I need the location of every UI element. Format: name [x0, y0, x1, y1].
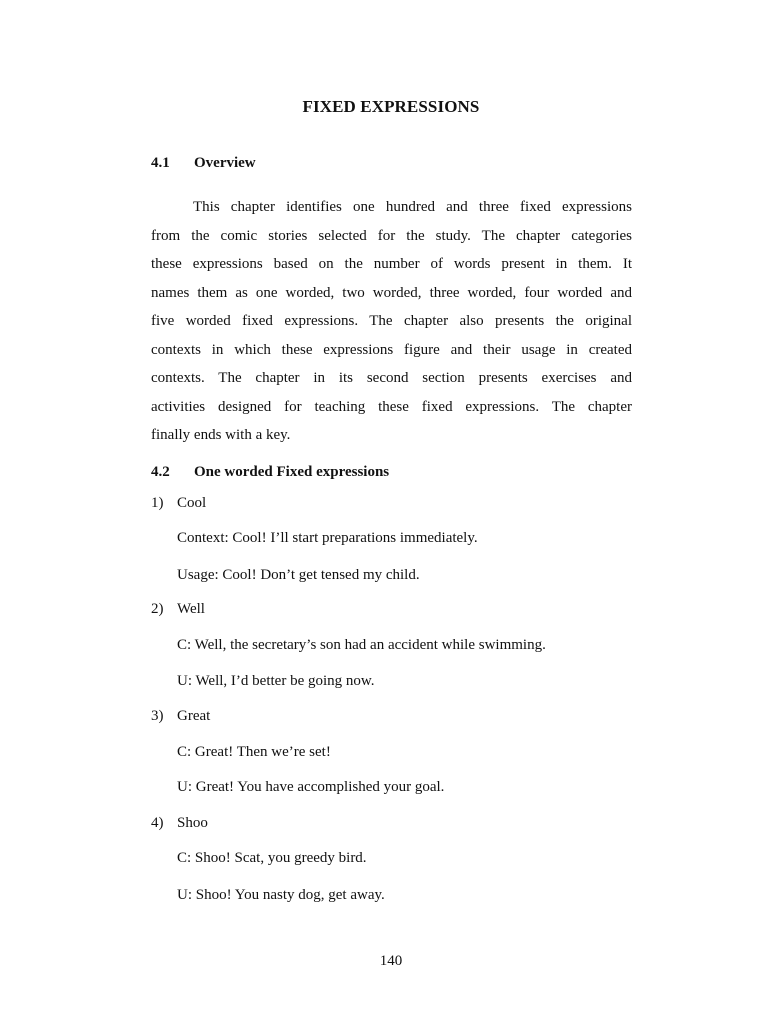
overview-paragraph [151, 193, 632, 450]
list-item-word: Great [177, 708, 211, 724]
section-number: 4.2 [151, 464, 170, 480]
paragraph-line: names them as one worded, two worded, three worded, four worded and [151, 284, 632, 301]
section-title: One worded Fixed expressions [194, 464, 390, 480]
list-item-heading [151, 601, 205, 618]
context-line: C: Well, the secretary’s son had an accident while swimming. [177, 637, 546, 653]
section-heading-overview [151, 155, 256, 172]
section-number: 4.1 [151, 155, 170, 171]
context-line: Context: Cool! I’ll start preparations immediately. [177, 530, 478, 546]
usage-line: U: Well, I’d better be going now. [177, 673, 375, 689]
paragraph-line: finally ends with a key. [151, 427, 291, 443]
usage-line: U: Shoo! You nasty dog, get away. [177, 887, 385, 903]
list-item-heading [151, 495, 206, 512]
paragraph-line: five worded fixed expressions. The chapter also presents the original [151, 313, 632, 329]
paragraph-line: contexts in which these expressions figure and their usage in created [151, 341, 632, 358]
paragraph-line: activities designed for teaching these fixed expressions. The chapter [151, 398, 632, 415]
list-item-word: Well [177, 601, 205, 617]
list-item-word: Cool [177, 495, 207, 511]
list-item-word: Shoo [177, 815, 208, 831]
paragraph-line: from the comic stories selected for the study. The chapter categories [151, 227, 632, 244]
context-line: C: Shoo! Scat, you greedy bird. [177, 850, 367, 866]
context-line: C: Great! Then we’re set! [177, 744, 331, 760]
paragraph-line: contexts. The chapter in its second section presents exercises and [151, 370, 632, 386]
section-title: Overview [194, 155, 256, 171]
page-number: 140 [379, 953, 403, 969]
list-item-number: 1) [151, 495, 164, 511]
usage-line: Usage: Cool! Don’t get tensed my child. [177, 567, 420, 583]
list-item-number: 4) [151, 815, 164, 831]
list-item-heading [151, 708, 210, 725]
list-item-number: 2) [151, 601, 164, 617]
list-item-heading [151, 815, 208, 832]
paragraph-line: these expressions based on the number of words present in them. It [151, 256, 632, 272]
chapter-title: FIXED EXPRESSIONS [302, 97, 480, 116]
section-heading-one-worded [151, 464, 389, 481]
usage-line: U: Great! You have accomplished your goal. [177, 779, 445, 795]
paragraph-line: This chapter identifies one hundred and three fixed expressions [193, 199, 632, 215]
list-item-number: 3) [151, 708, 164, 724]
